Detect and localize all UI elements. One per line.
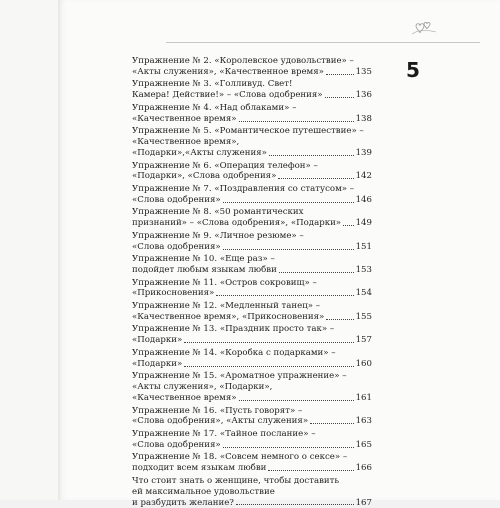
dot-leader	[325, 97, 354, 98]
toc-entry	[132, 476, 372, 508]
toc-entry-last-line	[132, 498, 372, 508]
toc-entry-line: и разбудить желание?	[132, 497, 234, 508]
toc-entry-line: признаний» – «Слова одобрения», «Подарки»	[132, 218, 342, 229]
toc-page-number: 167	[355, 497, 372, 508]
toc-entry-line: Упражнение № 8. «50 романтических	[132, 207, 304, 218]
toc-entry-last-line	[132, 148, 372, 159]
toc-entry-line: Упражнение № 3. «Голливуд. Свет!	[132, 79, 293, 90]
dot-leader	[239, 400, 354, 401]
toc-entry	[132, 79, 372, 101]
toc-entry-last-line	[132, 114, 372, 125]
toc-entry-last-line	[132, 288, 372, 299]
toc-entry-last-line	[132, 335, 372, 346]
dot-leader	[343, 225, 354, 226]
toc-entry-line: «Слова одобрения»	[132, 439, 221, 450]
dot-leader	[236, 504, 354, 505]
toc-entry-last-line	[132, 218, 372, 229]
toc-page-number: 151	[355, 241, 372, 252]
toc-entry-line: «Слова одобрения», «Акты служения»	[132, 416, 309, 427]
toc-entry-line: «Качественное время»,	[132, 137, 240, 148]
toc-entry	[132, 348, 372, 370]
dot-leader	[279, 272, 354, 273]
dot-leader	[269, 155, 354, 156]
toc-entry-line: «Акты служения», «Подарки»,	[132, 382, 273, 393]
toc-entry-line: Упражнение № 18. «Совсем немного о сексе» –	[132, 452, 348, 463]
toc-entry-last-line	[132, 67, 372, 78]
toc-page-number: 149	[355, 218, 372, 229]
toc-entry	[132, 278, 372, 300]
dot-leader	[216, 295, 353, 296]
toc-entry-line: Упражнение № 7. «Поздравления со статусом» –	[132, 183, 355, 194]
dot-leader	[184, 342, 353, 343]
toc-entry-last-line	[132, 171, 372, 182]
toc-entry-last-line	[132, 416, 372, 427]
toc-entry-line: «Качественное время»	[132, 113, 237, 124]
toc-entry-line: Упражнение № 11. «Остров сокровищ» –	[132, 277, 317, 288]
toc-entry-line: «Подарки», «Слова одобрения»	[132, 171, 277, 182]
hearts-icon	[410, 20, 438, 38]
toc-page-number: 154	[355, 288, 372, 299]
toc-entry-line: Упражнение № 2. «Королевское удовольствие» –	[132, 56, 354, 66]
toc-entry-line: Упражнение № 5. «Романтическое путешествие» –	[132, 126, 364, 137]
toc-page-number: 138	[355, 113, 372, 124]
toc-entry-last-line	[132, 463, 372, 474]
toc-entry	[132, 231, 372, 253]
toc-entry-line: Упражнение № 9. «Личное резюме» –	[132, 230, 304, 241]
toc-entry-line: Что стоит знать о женщине, чтобы доставить	[132, 475, 340, 486]
toc-entry-line: Камера! Действие!» – «Слова одобрения»	[132, 90, 323, 101]
table-of-contents	[132, 56, 372, 508]
toc-page-number: 160	[355, 358, 372, 369]
toc-entry	[132, 207, 372, 229]
toc-entry-last-line	[132, 90, 372, 101]
toc-entry-line: «Прикосновения»	[132, 288, 215, 299]
dot-leader	[326, 319, 353, 320]
toc-entry	[132, 254, 372, 276]
toc-entry	[132, 371, 372, 404]
toc-entry-last-line	[132, 312, 372, 323]
toc-entry-last-line	[132, 242, 372, 253]
toc-entry-line: «Качественное время»	[132, 393, 237, 403]
toc-entry-line: Упражнение № 17. «Тайное послание» –	[132, 428, 316, 439]
toc-entry-line: Упражнение № 14. «Коробка с подарками» –	[132, 347, 336, 358]
toc-page-number: 166	[355, 463, 372, 474]
toc-entry-line: подходит всем языкам любви	[132, 463, 267, 474]
toc-entry-line: подойдет любым языкам любви	[132, 265, 277, 276]
toc-entry-last-line	[132, 265, 372, 276]
toc-entry-line: «Подарки»	[132, 358, 183, 369]
dot-leader	[223, 249, 354, 250]
toc-entry-line: «Подарки»,«Акты служения»	[132, 148, 267, 159]
toc-entry-line: «Слова одобрения»	[132, 241, 221, 252]
toc-entry-line: Упражнение № 6. «Операция телефон» –	[132, 160, 318, 171]
dot-leader	[326, 74, 354, 75]
toc-entry	[132, 406, 372, 428]
toc-page-number: 135	[355, 66, 372, 77]
toc-page-number: 165	[355, 439, 372, 450]
toc-entry-last-line	[132, 440, 372, 451]
dot-leader	[239, 121, 354, 122]
toc-entry	[132, 126, 372, 159]
toc-entry-line: «Слова одобрения»	[132, 194, 221, 205]
toc-entry-line: «Подарки»	[132, 335, 183, 346]
dot-leader	[310, 423, 354, 424]
toc-entry	[132, 184, 372, 206]
toc-page-number: 161	[355, 393, 372, 403]
dot-leader	[268, 470, 353, 471]
toc-page-number: 136	[355, 90, 372, 101]
toc-page-number: 146	[355, 194, 372, 205]
chapter-number: 5	[406, 58, 420, 82]
dot-leader	[278, 178, 353, 179]
toc-page-number: 163	[355, 416, 372, 427]
toc-entry-last-line	[132, 359, 372, 370]
toc-entry-line: Упражнение № 4. «Над облаками» –	[132, 102, 297, 113]
toc-entry-line: Упражнение № 12. «Медленный танец» –	[132, 300, 321, 311]
toc-entry-line: Упражнение № 15. «Ароматное упражнение» –	[132, 371, 347, 382]
toc-entry	[132, 452, 372, 474]
toc-entry	[132, 56, 372, 78]
toc-page-number: 142	[355, 171, 372, 182]
toc-entry-line: «Акты служения», «Качественное время»	[132, 66, 324, 77]
toc-entry	[132, 103, 372, 125]
dot-leader	[223, 447, 354, 448]
toc-entry-line: Упражнение № 10. «Еще раз» –	[132, 254, 275, 265]
toc-page-number: 155	[355, 311, 372, 322]
toc-page-number: 139	[355, 148, 372, 159]
toc-entry	[132, 429, 372, 451]
toc-page-number: 157	[355, 335, 372, 346]
toc-entry-last-line	[132, 195, 372, 206]
toc-entry	[132, 324, 372, 346]
toc-entry-line: Упражнение № 13. «Праздник просто так» –	[132, 324, 335, 335]
toc-entry-line: Упражнение № 16. «Пусть говорят» –	[132, 405, 303, 416]
toc-entry-last-line	[132, 393, 372, 404]
dot-leader	[184, 366, 353, 367]
toc-entry-line: ей максимальное удовольствие	[132, 486, 275, 497]
toc-entry	[132, 301, 372, 323]
toc-entry-line: «Качественное время», «Прикосновения»	[132, 311, 325, 322]
dot-leader	[223, 202, 354, 203]
toc-page-number: 153	[355, 265, 372, 276]
toc-entry	[132, 161, 372, 183]
